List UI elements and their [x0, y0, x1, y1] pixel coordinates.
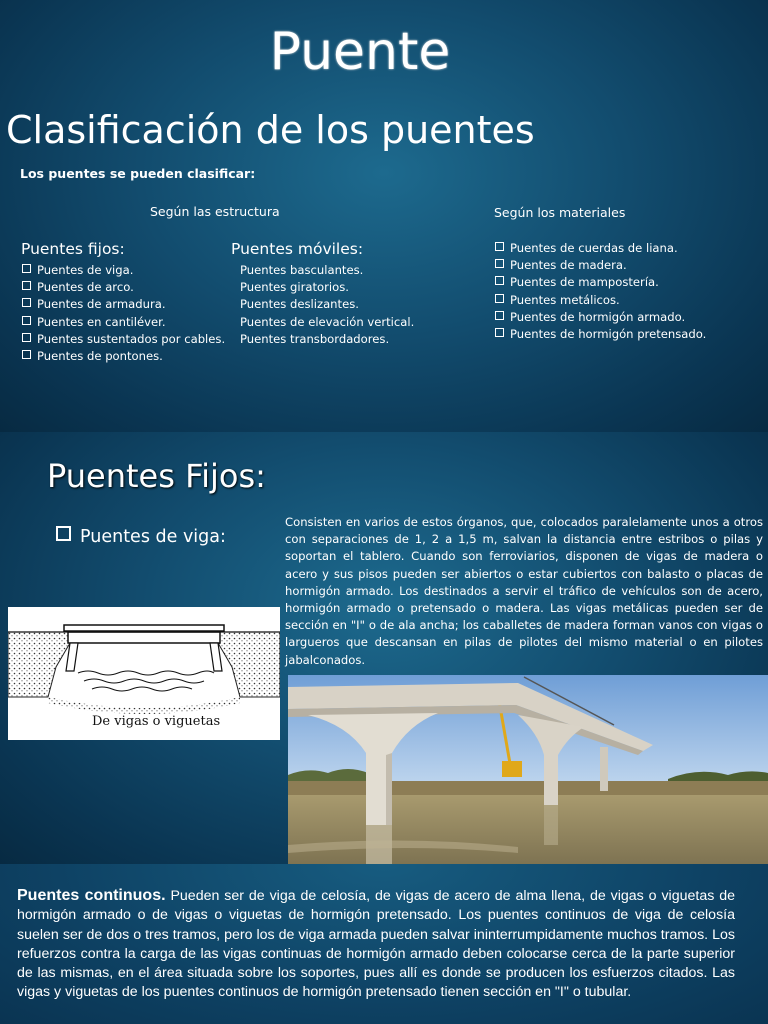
checkbox-square-icon [495, 259, 504, 268]
checkbox-square-icon [495, 242, 504, 251]
list-item: Puentes de hormigón pretensado. [495, 326, 706, 343]
intro-text: Los puentes se pueden clasificar: [20, 166, 256, 181]
checkbox-square-icon [56, 526, 71, 541]
continuos-lead: Puentes continuos. [17, 887, 166, 904]
list-item: Puentes transbordadores. [240, 331, 390, 346]
list-item: Puentes giratorios. [240, 280, 349, 295]
continuos-text: Pueden ser de viga de celosía, de vigas de acero de alma llena, de vigas o viguetas de hormigón armado o de vigas o viguetas de hormigón pretensado. Los puentes continuos de viga de celosía suelen ser de dos o tres tramos, pero los de viga armada pueden salvar ininterrumpidamente muchos tramos. Los refuerzos contra la carga de las vigas continuas de hormigón armado deben colocarse cerca de la parte superior de las mismas, en el área situada sobre los soportes, pues allí es donde se producen los esfuerzos citados. Las vigas y viguetas de los puentes continuos de hormigón pretensado tienen sección en "I" o tubular. [17, 888, 735, 1001]
fijos-list [22, 262, 225, 365]
list-item: Puentes de pontones. [22, 348, 225, 365]
continuos-paragraph [17, 886, 735, 1003]
list-item: Puentes de elevación vertical. [240, 314, 415, 329]
checkbox-square-icon [495, 311, 504, 320]
diagram-caption: De vigas o viguetas [92, 714, 221, 729]
beam-bridge-diagram [8, 607, 280, 740]
list-item: Puentes de hormigón armado. [495, 309, 706, 326]
checkbox-square-icon [22, 264, 31, 273]
estructura-heading: Según las estructura [150, 204, 280, 219]
slide-title: Puentes Fijos: [47, 457, 266, 495]
materiales-list [495, 240, 706, 343]
list-item: Puentes de arco. [22, 279, 225, 296]
list-item: Puentes en cantiléver. [22, 314, 225, 331]
checkbox-square-icon [495, 276, 504, 285]
section-heading: Clasificación de los puentes [6, 108, 535, 152]
slide-puentes-fijos [0, 432, 768, 864]
bridge-photo-image [288, 675, 768, 864]
list-item: Puentes de armadura. [22, 296, 225, 313]
list-item: Puentes basculantes. [240, 263, 364, 277]
list-item: Puentes de madera. [495, 257, 706, 274]
fijos-title: Puentes fijos: [21, 240, 125, 258]
subtitle-viga: Puentes de viga: [56, 526, 226, 547]
main-title: Puente [269, 22, 451, 82]
list-item: Puentes de cuerdas de liana. [495, 240, 706, 257]
list-item: Puentes deslizantes. [240, 297, 359, 312]
list-item: Puentes de mampostería. [495, 274, 706, 291]
list-item: Puentes metálicos. [495, 292, 706, 309]
viga-paragraph: Consisten en varios de estos órganos, que, colocados paralelamente unos a otros con separaciones de 1, 2 a 1,5 m, salvan la distancia entre estribos o pilas y soportan el tablero. Cuando son ferroviarios, disponen de vigas de madera o acero y sus pisos pueden ser abiertos o estar cubiertos con balasto o placas de hormigón armado. Los destinados a servir el tráfico de vehículos son de acero, hormigón armado o pretensado o madera. Las vigas metálicas pueden ser de sección en "I" o de ala ancha; los caballetes de madera forman vanos con vigas o largueros que descansan en pilas de pilotes del mismo material o en pilotes jabalconados. [285, 515, 763, 667]
checkbox-square-icon [22, 298, 31, 307]
materiales-heading: Según los materiales [494, 205, 626, 220]
moviles-list [240, 262, 414, 348]
list-item: Puentes de viga. [22, 262, 225, 279]
slide-puentes-continuos [0, 864, 768, 1024]
checkbox-square-icon [22, 333, 31, 342]
checkbox-square-icon [495, 328, 504, 337]
bridge-photo [288, 675, 768, 864]
checkbox-square-icon [22, 350, 31, 359]
checkbox-square-icon [22, 281, 31, 290]
moviles-title: Puentes móviles: [231, 240, 364, 258]
list-item: Puentes sustentados por cables. [22, 331, 225, 348]
checkbox-square-icon [22, 316, 31, 325]
checkbox-square-icon [495, 294, 504, 303]
slide-clasificacion [0, 0, 768, 432]
